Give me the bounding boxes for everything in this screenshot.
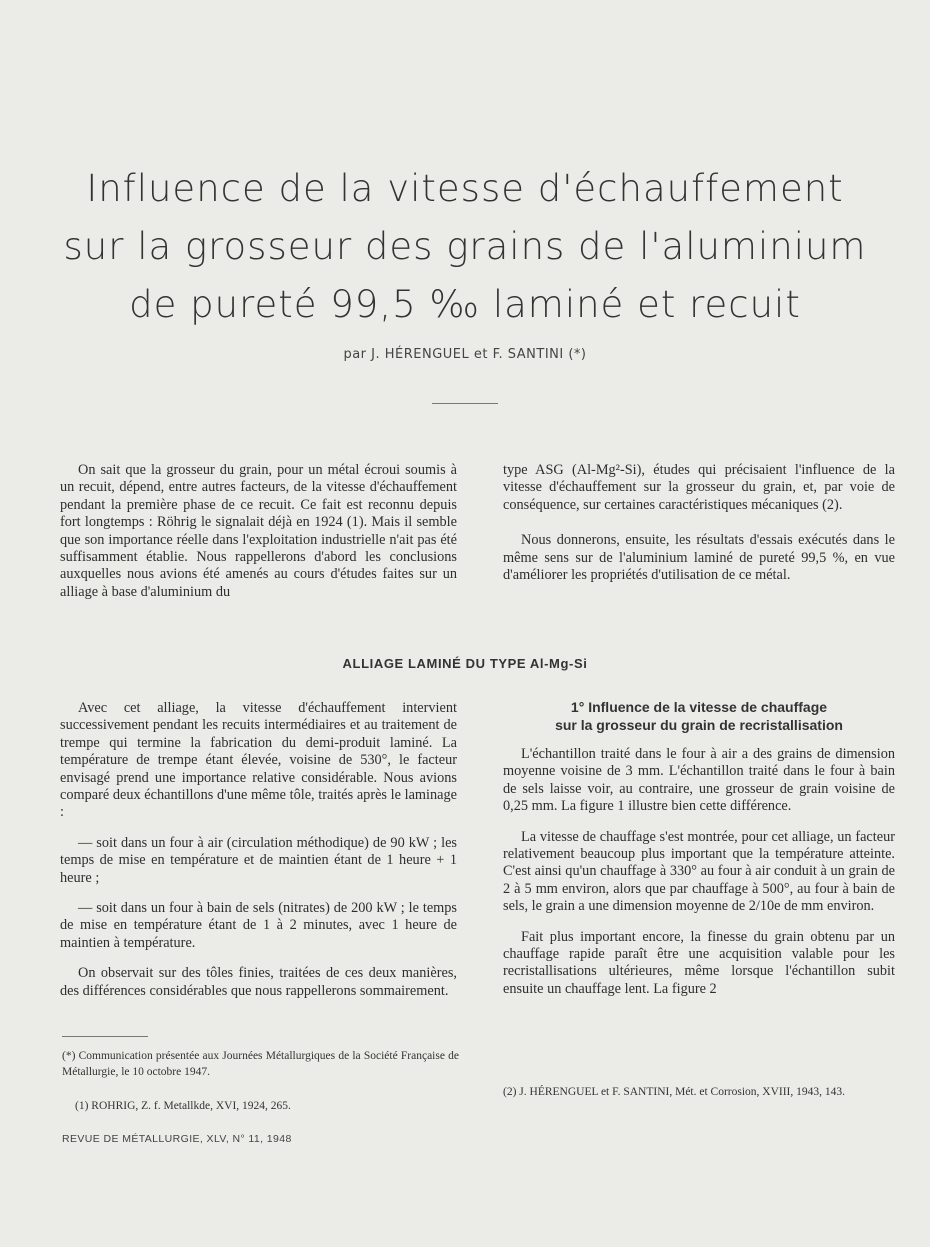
- footnote-2: (2) J. HÉRENGUEL et F. SANTINI, Mét. et Corrosion, XVIII, 1943, 143.: [503, 1086, 846, 1098]
- title-line-2: sur la grosseur des grains de l'aluminium: [63, 225, 867, 268]
- body-left-paragraph-2: — soit dans un four à air (circulation méthodique) de 90 kW ; les temps de mise en température et de maintien étant de 1 heure + 1 heure ;: [60, 834, 457, 886]
- subsection-heading-line-2: sur la grosseur du grain de recristallisation: [555, 717, 843, 733]
- footnote-1: (1) ROHRIG, Z. f. Metallkde, XVI, 1924, 265.: [75, 1100, 291, 1112]
- subsection-heading: [503, 698, 895, 734]
- title-line-1: Influence de la vitesse d'échauffement: [86, 167, 844, 210]
- body-right-paragraph-1: L'échantillon traité dans le four à air a des grains de dimension moyenne voisine de 3 mm. L'échantillon traité dans le four à bain de sels laisse voir, au contraire, une grosseur de grain voisine de 0,25 mm. La figure 1 illustre bien cette différence.: [503, 746, 895, 815]
- body-right-column: [503, 698, 895, 1011]
- section-heading: ALLIAGE LAMINÉ DU TYPE Al-Mg-Si: [342, 656, 588, 671]
- journal-reference: REVUE DE MÉTALLURGIE, XLV, N° 11, 1948: [62, 1133, 292, 1145]
- body-left-paragraph-1: Avec cet alliage, la vitesse d'échauffement intervient successivement pendant les recuits intermédiaires et au traitement de trempe qui termine la fabrication du demi-produit laminé. La température de trempe étant élevée, voisine de 530°, le facteur envisagé prend une importance relative considérable. Nous avions comparé deux échantillons d'une même tôle, traités après le laminage :: [60, 700, 457, 821]
- title-line-3: de pureté 99,5 ‰ laminé et recuit: [129, 283, 801, 326]
- body-left-paragraph-4: On observait sur des tôles finies, traitées de ces deux manières, des différences considérables que nous rappellerons sommairement.: [60, 965, 457, 999]
- footnote-divider: [62, 1036, 148, 1037]
- body-right-paragraph-3: Fait plus important encore, la finesse du grain obtenu par un chauffage rapide paraît être une acquisition valable pour les recristallisations ultérieures, même lorsque l'échantillon subit ensuite un chauffage lent. La figure 2: [503, 928, 895, 997]
- body-left-paragraph-3: — soit dans un four à bain de sels (nitrates) de 200 kW ; le temps de mise en température étant de 1 à 2 minutes, avec 1 heure de maintien à température.: [60, 900, 457, 951]
- intro-left-column: [60, 462, 457, 614]
- subsection-heading-line-1: 1° Influence de la vitesse de chauffage: [570, 699, 828, 715]
- intro-right-column: [503, 462, 895, 597]
- intro-paragraph-2: type ASG (Al-Mg²-Si), études qui précisaient l'influence de la vitesse d'échauffement sur la grosseur du grain, et, par voie de conséquence, sur certaines caractéristiques mécaniques (2).: [503, 462, 895, 513]
- intro-paragraph-3: Nous donnerons, ensuite, les résultats d'essais exécutés dans le même sens sur de l'aluminium laminé de pureté 99,5 %, en vue d'améliorer les propriétés d'utilisation de ce métal.: [503, 532, 895, 584]
- body-right-paragraph-2: La vitesse de chauffage s'est montrée, pour cet alliage, un facteur relativement beaucoup plus important que la température atteinte. C'est ainsi qu'un chauffage à 330° au four à air conduit à un grain de 2 à 5 mm environ, alors que par chauffage à 500°, au four à bain de sels, le grain a une dimension moyenne de 2/10e de mm environ.: [503, 828, 895, 915]
- footnote-star: (*) Communication présentée aux Journées Métallurgiques de la Société Française de Métallurgie, le 10 octobre 1947.: [62, 1050, 459, 1078]
- author-byline: par J. HÉRENGUEL et F. SANTINI (*): [343, 347, 587, 362]
- body-left-column: [60, 700, 457, 1013]
- intro-paragraph-1: On sait que la grosseur du grain, pour un métal écroui soumis à un recuit, dépend, entre autres facteurs, de la vitesse d'échauffement pendant la première phase de ce recuit. Ce fait est reconnu depuis fort longtemps : Röhrig le signalait déjà en 1924 (1). Mais il semble que son importance réelle dans l'exploitation industrielle n'ait pas été suffisamment établie. Nous rappellerons d'abord les conclusions auxquelles nous avions été amenés au cours d'études faites sur un alliage à base d'aluminium du: [60, 462, 457, 600]
- title-divider: [432, 403, 498, 404]
- article-title: [40, 160, 890, 334]
